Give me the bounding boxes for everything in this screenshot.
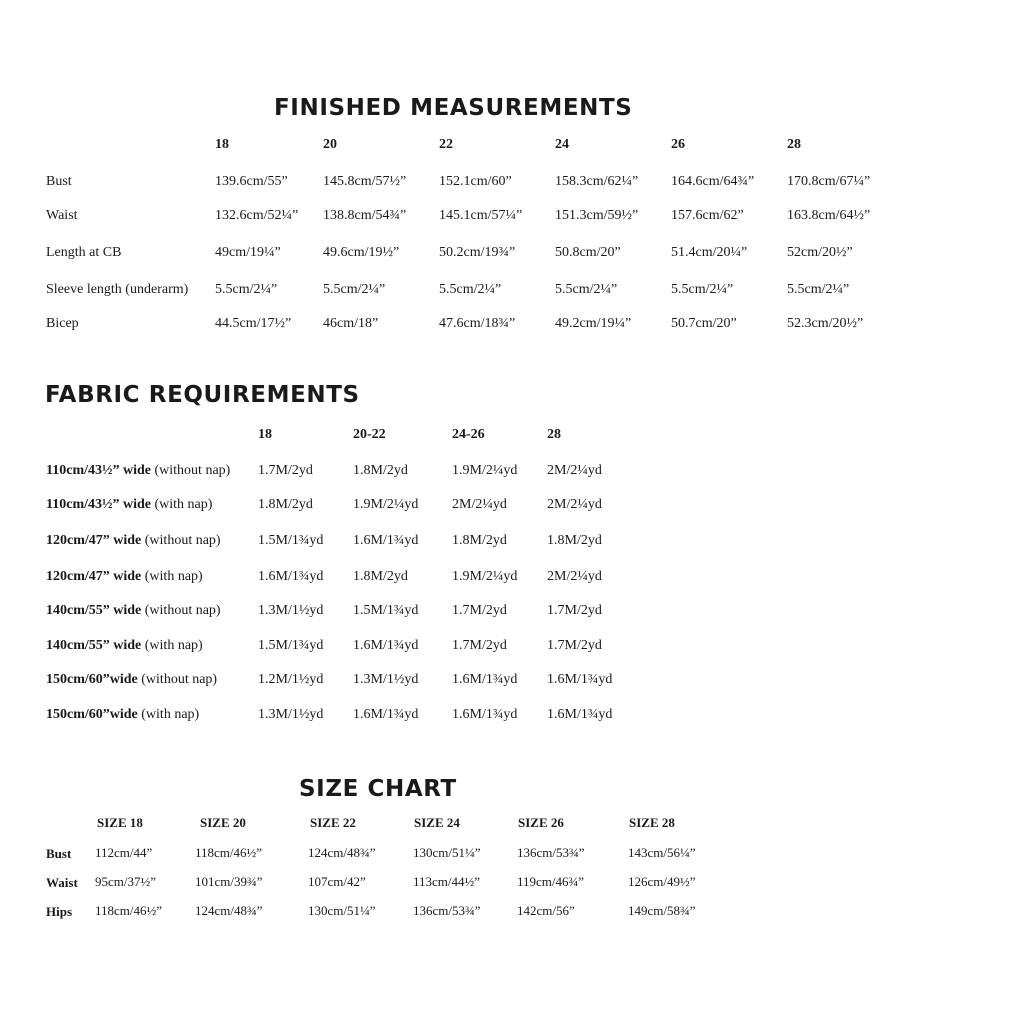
size-header: SIZE 24: [414, 815, 460, 830]
nap-note: (with nap): [151, 497, 213, 512]
table-cell: 1.6M/1¾yd: [547, 672, 613, 687]
table-cell: 151.3cm/59½”: [555, 208, 639, 223]
size-header: 18: [215, 137, 229, 152]
size-header: 26: [671, 137, 685, 152]
table-cell: 124cm/48¾”: [308, 845, 376, 860]
table-cell: 164.6cm/64¾”: [671, 174, 755, 189]
table-cell: 47.6cm/18¾”: [439, 316, 516, 331]
table-cell: 139.6cm/55”: [215, 174, 288, 189]
size-chart-title: SIZE CHART: [299, 776, 457, 802]
size-header: 22: [439, 137, 453, 152]
table-cell: 1.9M/2¼yd: [353, 497, 419, 512]
table-cell: 49.6cm/19½”: [323, 245, 400, 260]
row-label: Sleeve length (underarm): [46, 282, 189, 297]
table-cell: 158.3cm/62¼”: [555, 174, 639, 189]
table-cell: 2M/2¼yd: [452, 497, 507, 512]
table-cell: 2M/2¼yd: [547, 497, 602, 512]
size-header: 20: [323, 137, 337, 152]
fabric-width: 120cm/47” wide: [46, 533, 142, 548]
table-cell: 163.8cm/64½”: [787, 208, 871, 223]
size-header: 28: [787, 137, 801, 152]
size-header: 24-26: [452, 427, 485, 442]
table-cell: 145.1cm/57¼”: [439, 208, 523, 223]
table-cell: 1.2M/1½yd: [258, 672, 324, 687]
table-cell: 136cm/53¾”: [517, 845, 585, 860]
table-cell: 107cm/42”: [308, 874, 366, 889]
table-cell: 51.4cm/20¼”: [671, 245, 748, 260]
nap-note: (without nap): [141, 533, 221, 548]
row-label: Waist: [46, 875, 78, 890]
table-cell: 5.5cm/2¼”: [215, 282, 278, 297]
table-cell: 170.8cm/67¼”: [787, 174, 871, 189]
table-cell: 1.5M/1¾yd: [258, 533, 324, 548]
table-cell: 1.6M/1¾yd: [353, 638, 419, 653]
table-cell: 1.7M/2yd: [452, 603, 507, 618]
size-header: 28: [547, 427, 561, 442]
table-cell: 143cm/56¼”: [628, 845, 696, 860]
row-label: Length at CB: [46, 245, 122, 260]
table-cell: 119cm/46¾”: [517, 874, 585, 889]
size-header: SIZE 20: [200, 815, 246, 830]
table-cell: 2M/2¼yd: [547, 569, 602, 584]
table-cell: 1.5M/1¾yd: [353, 603, 419, 618]
table-cell: 124cm/48¾”: [195, 903, 263, 918]
fabric-width: 140cm/55” wide: [46, 603, 142, 618]
table-cell: 5.5cm/2¼”: [439, 282, 502, 297]
table-cell: 46cm/18”: [323, 316, 379, 331]
nap-note: (with nap): [137, 707, 200, 722]
table-cell: 1.8M/2yd: [452, 533, 507, 548]
row-label: Hips: [46, 904, 73, 919]
table-cell: 130cm/51¼”: [308, 903, 376, 918]
fabric-width: 150cm/60”wide: [46, 707, 138, 722]
table-cell: 138.8cm/54¾”: [323, 208, 407, 223]
table-cell: 1.7M/2yd: [452, 638, 507, 653]
size-header: SIZE 28: [629, 815, 675, 830]
table-cell: 1.3M/1½yd: [258, 603, 324, 618]
table-cell: 1.6M/1¾yd: [258, 569, 324, 584]
table-cell: 1.6M/1¾yd: [547, 707, 613, 722]
table-cell: 149cm/58¾”: [628, 903, 696, 918]
fabric-row-label: [46, 464, 230, 478]
fabric-requirements-title: FABRIC REQUIREMENTS: [45, 382, 360, 408]
fabric-row-label: [46, 708, 199, 722]
table-cell: 52cm/20½”: [787, 245, 853, 260]
table-cell: 118cm/46½”: [95, 903, 163, 918]
table-cell: 1.8M/2yd: [353, 463, 408, 478]
table-cell: 118cm/46½”: [195, 845, 263, 860]
size-header: SIZE 18: [97, 815, 143, 830]
table-cell: 1.3M/1½yd: [258, 707, 324, 722]
fabric-row-label: [46, 673, 217, 687]
fabric-row-label: [46, 534, 221, 548]
table-cell: 136cm/53¾”: [413, 903, 481, 918]
size-header: 24: [555, 137, 569, 152]
table-cell: 50.7cm/20”: [671, 316, 737, 331]
size-header: SIZE 26: [518, 815, 564, 830]
table-cell: 1.9M/2¼yd: [452, 569, 518, 584]
table-cell: 1.7M/2yd: [547, 638, 602, 653]
table-cell: 44.5cm/17½”: [215, 316, 292, 331]
table-cell: 49cm/19¼”: [215, 245, 281, 260]
table-cell: 126cm/49½”: [628, 874, 696, 889]
table-cell: 50.8cm/20”: [555, 245, 621, 260]
row-label: Bust: [46, 174, 72, 189]
table-cell: 157.6cm/62”: [671, 208, 744, 223]
table-cell: 1.6M/1¾yd: [452, 707, 518, 722]
row-label: Bicep: [46, 316, 79, 331]
table-cell: 152.1cm/60”: [439, 174, 512, 189]
nap-note: (with nap): [141, 569, 203, 584]
fabric-row-label: [46, 498, 212, 512]
table-cell: 5.5cm/2¼”: [787, 282, 850, 297]
table-cell: 5.5cm/2¼”: [323, 282, 386, 297]
table-cell: 113cm/44½”: [413, 874, 481, 889]
fabric-row-label: [46, 639, 203, 653]
row-label: Bust: [46, 846, 72, 861]
nap-note: (without nap): [137, 672, 218, 687]
table-cell: 1.6M/1¾yd: [353, 707, 419, 722]
table-cell: 50.2cm/19¾”: [439, 245, 516, 260]
fabric-width: 110cm/43½” wide: [46, 463, 151, 478]
table-cell: 130cm/51¼”: [413, 845, 481, 860]
size-header: 20-22: [353, 427, 386, 442]
table-cell: 1.8M/2yd: [353, 569, 408, 584]
table-cell: 1.7M/2yd: [547, 603, 602, 618]
table-cell: 5.5cm/2¼”: [555, 282, 618, 297]
table-cell: 1.6M/1¾yd: [353, 533, 419, 548]
table-cell: 112cm/44”: [95, 845, 153, 860]
nap-note: (with nap): [141, 638, 203, 653]
table-cell: 1.6M/1¾yd: [452, 672, 518, 687]
table-cell: 1.9M/2¼yd: [452, 463, 518, 478]
size-header: SIZE 22: [310, 815, 356, 830]
table-cell: 49.2cm/19¼”: [555, 316, 632, 331]
table-cell: 142cm/56”: [517, 903, 575, 918]
size-header: 18: [258, 427, 272, 442]
nap-note: (without nap): [141, 603, 221, 618]
finished-measurements-title: FINISHED MEASUREMENTS: [274, 95, 633, 121]
table-cell: 132.6cm/52¼”: [215, 208, 299, 223]
fabric-row-label: [46, 604, 221, 618]
table-cell: 2M/2¼yd: [547, 463, 602, 478]
row-label: Waist: [46, 208, 78, 223]
fabric-row-label: [46, 570, 203, 584]
fabric-width: 120cm/47” wide: [46, 569, 142, 584]
table-cell: 52.3cm/20½”: [787, 316, 864, 331]
fabric-width: 140cm/55” wide: [46, 638, 142, 653]
fabric-width: 150cm/60”wide: [46, 672, 138, 687]
table-cell: 145.8cm/57½”: [323, 174, 407, 189]
table-cell: 101cm/39¾”: [195, 874, 263, 889]
table-cell: 95cm/37½”: [95, 874, 157, 889]
table-cell: 1.7M/2yd: [258, 463, 313, 478]
table-cell: 1.5M/1¾yd: [258, 638, 324, 653]
table-cell: 5.5cm/2¼”: [671, 282, 734, 297]
table-cell: 1.3M/1½yd: [353, 672, 419, 687]
table-cell: 1.8M/2yd: [258, 497, 313, 512]
nap-note: (without nap): [151, 463, 231, 478]
fabric-width: 110cm/43½” wide: [46, 497, 151, 512]
table-cell: 1.8M/2yd: [547, 533, 602, 548]
